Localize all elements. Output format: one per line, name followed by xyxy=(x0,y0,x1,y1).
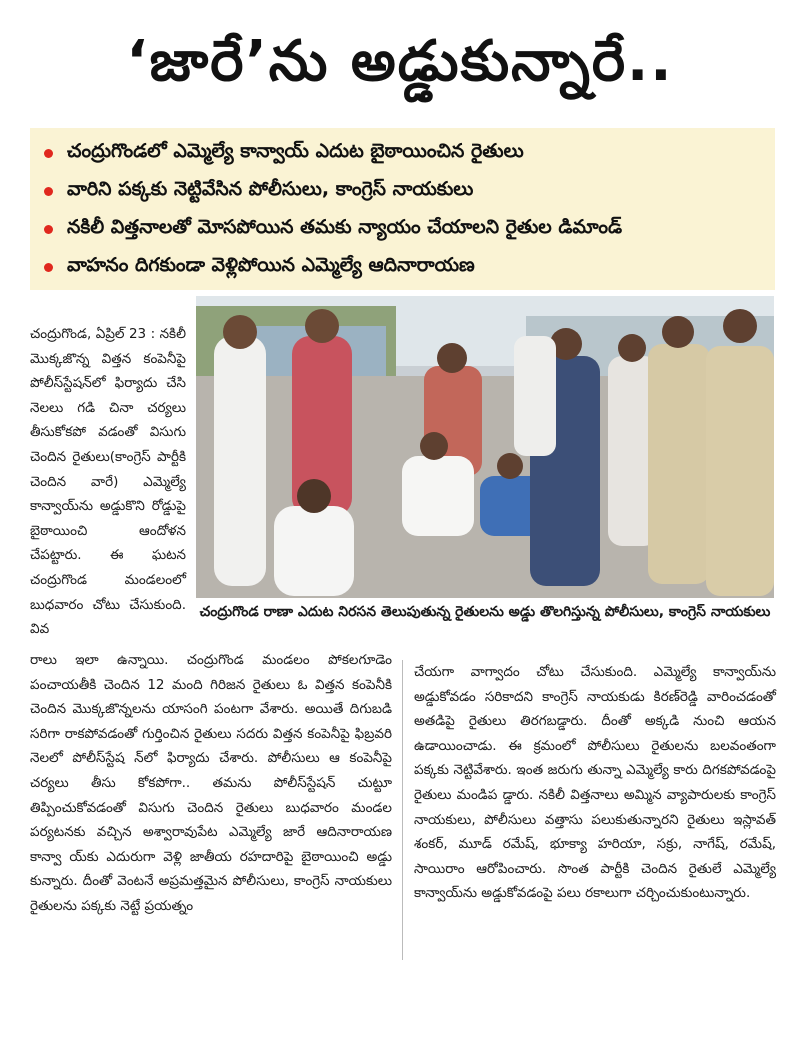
bullet-icon xyxy=(44,225,53,234)
highlight-text: చంద్రుగొండలో ఎమ్మెల్యే కాన్వాయ్ ఎదుట బైఠాయించిన రైతులు xyxy=(67,139,524,162)
bullet-icon xyxy=(44,187,53,196)
highlight-item xyxy=(44,172,775,210)
highlight-item xyxy=(44,134,775,172)
highlight-text: వాహనం దిగకుండా వెళ్లిపోయిన ఎమ్మెల్యే ఆదినారాయణ xyxy=(67,253,475,276)
article-body-left xyxy=(30,648,392,919)
highlight-item xyxy=(44,210,775,248)
article-lead-text: చంద్రుగొండ, ఏప్రిల్ 23 : నకిలీ మొక్కజొన్న విత్తన కంపెనీపై పోలీస్‌స్టేషన్‌లో ఫిర్యాదు చేసి నెలలు గడి చినా చర్యలు తీసుకోకపో వడంతో విసుగు చెందిన రైతులు(కాంగ్రెస్ పార్టీకి చెందిన వారే) ఎమ్మెల్యే కాన్వాయ్‌ను అడ్డుకొని రోడ్డుపై బైఠాయించి ఆందోళన చేపట్టారు. ఈ ఘటన చంద్రుగొండ మండలంలో బుధవారం చోటు చేసుకుంది. వివ xyxy=(30,326,186,638)
highlight-text: నకిలీ విత్తనాలతో మోసపోయిన తమకు న్యాయం చేయాలని రైతుల డిమాండ్ xyxy=(67,215,623,238)
headline: ‘జారే’ను అడ్డుకున్నారే.. xyxy=(126,29,674,94)
highlight-text: వారిని పక్కకు నెట్టివేసిన పోలీసులు, కాంగ్రెస్ నాయకులు xyxy=(67,177,474,200)
bullet-icon xyxy=(44,149,53,158)
article-body-right-text: చేయగా వాగ్వాదం చోటు చేసుకుంది. ఎమ్మెల్యే కాన్వాయ్‌ను అడ్డుకోవడం సరికాదని కాంగ్రెస్ నాయకుడు కిరణ్‌రెడ్డి వారించడంతో అతడిపై రైతులు తిరగబడ్డారు. దీంతో అక్కడి నుంచి ఆయన ఉడాయించాడు. ఈ క్రమంలో పోలీసులు రైతులను బలవంతంగా పక్కకు నెట్టివేశారు. ఇంత జరుగు తున్నా ఎమ్మెల్యే కారు దిగకపోవడంపై రైతులు మండిప డ్డారు. నకిలీ విత్తనాలు అమ్మిన వ్యాపారులకు కాంగ్రెస్ నాయకులు, పోలీసులు వత్తాసు పలుకుతున్నారని రైతులు ఇస్లావత్ శంకర్, మూడ్ రమేష్, భూక్యా హరియా, సక్రు, నాగేష్, రమేష్, సాయిరాం ఆరోపించారు. సొంత పార్టీకి చెందిన రైతులే ఎమ్మెల్యే కాన్వాయ్‌ను అడ్డుకోవడంపై పలు రకాలుగా చర్చించుకుంటున్నారు. xyxy=(414,664,776,902)
article-body-left-text: రాలు ఇలా ఉన్నాయి. చంద్రుగొండ మండలం పోకలగూడెం పంచాయతీకి చెందిన 12 మంది గిరిజన రైతులు ఓ విత్తన కంపెనీకి చెందిన మొక్కజొన్నలను యాసంగి పంటగా వేశారు. అయితే దిగుబడి సరిగా రాకపోవడంతో గుర్తించిన రైతులు సదరు విత్తన కంపెనీపై ఫిబ్రవరి నెలలో పోలీస్‌స్టేష న్‌లో ఫిర్యాదు చేశారు. పోలీసులు ఆ కంపెనీపై చర్యలు తీసు కోకపోగా.. తమను పోలీస్‌స్టేషన్ చుట్టూ తిప్పించుకోవడంతో విసుగు చెందిన రైతులు బుధవారం మండల పర్యటనకు వచ్చిన అశ్వారావుపేట ఎమ్మెల్యే జారే ఆదినారాయణ కాన్వా య్‌కు ఎదురుగా వెళ్లి జాతీయ రహదారిపై బైఠాయించి అడ్డు కున్నారు. దీంతో వెంటనే అప్రమత్తమైన పోలీసులు, కాంగ్రెస్ నాయకులు రైతులను పక్కకు నెట్టే ప్రయత్నం xyxy=(30,652,392,914)
highlight-item xyxy=(44,248,775,286)
article-lead-column xyxy=(30,322,186,642)
article-body-right xyxy=(414,660,776,906)
news-photo xyxy=(196,296,774,598)
bullet-icon xyxy=(44,263,53,272)
highlights-box xyxy=(30,128,775,290)
column-divider xyxy=(402,660,403,960)
photo-caption: చంద్రుగొండ రాణా ఎదుట నిరసన తెలుపుతున్న రైతులను అడ్డు తొలగిస్తున్న పోలీసులు, కాంగ్రెస్ నాయకులు xyxy=(199,604,771,620)
news-photo-illustration xyxy=(196,296,774,598)
